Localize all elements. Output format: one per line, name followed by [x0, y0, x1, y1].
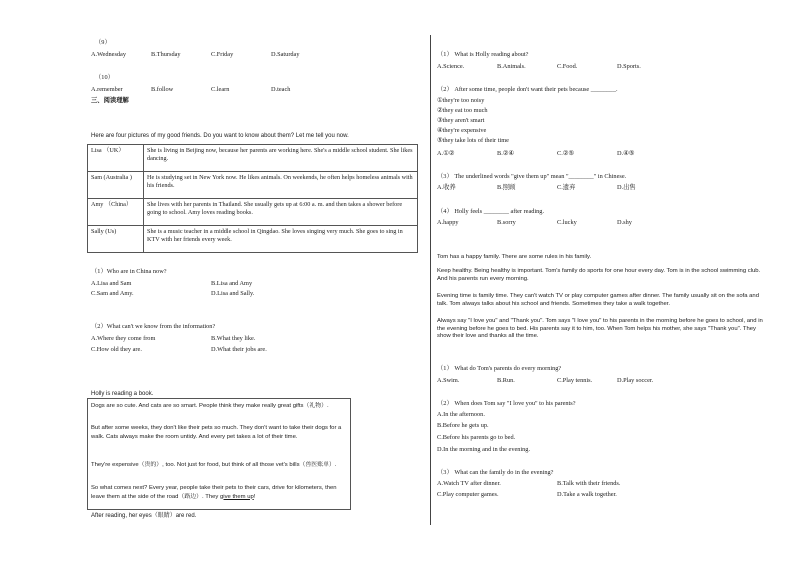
tom-paragraph: Tom has a happy family. There are some rules in his family. — [437, 254, 592, 260]
h4-option-b[interactable]: B.sorry — [497, 219, 516, 226]
passage-text: So what comes next? Every year, people take their pets to their cars, drive for kilometers, then leave them at the side of the road（路边）. They — [91, 485, 337, 500]
passage-paragraph — [91, 484, 347, 501]
h2-option-a[interactable]: A.①② — [437, 150, 455, 157]
passage-text: ! — [253, 493, 256, 500]
friend-name: Sam (Australia ) — [88, 172, 144, 199]
r1-option-b[interactable]: B.Lisa and Amy — [211, 280, 253, 287]
t1-option-b[interactable]: B.Run. — [497, 377, 515, 384]
h1-option-a[interactable]: A.Science. — [437, 63, 465, 70]
r2-option-b[interactable]: B.What they like. — [211, 335, 256, 342]
t1-option-c[interactable]: C.Play tennis. — [557, 377, 593, 384]
holly-intro: Holly is reading a book. — [91, 391, 154, 397]
h2-choice-2: ②they eat too much — [437, 107, 488, 114]
passage-paragraph: They're expensive（贵的）, too. Not just for food, but think of all those vet's bills（兽医账单）. — [91, 462, 337, 468]
friend-description: She lives with her parents in Thailand. She usually gets up at 6:00 a. m. and then takes a shower before going to school. Amy loves reading books. — [144, 199, 418, 226]
r2-option-a[interactable]: A.Where they come from — [91, 335, 156, 342]
friend-description: She is a music teacher in a middle school in Qingdao. She loves singing very much. She goes to sing in KTV with her friends every week. — [144, 226, 418, 253]
tom-paragraph: Evening time is family time. They can't watch TV or play computer games after dinner. The family usually sit on the sofa and talk. Tom always talks about his school and friends. Sometimes they take a walk together. — [437, 293, 759, 307]
friend-name: Sally (Us) — [88, 226, 144, 253]
q10-option-d[interactable]: D.teach — [271, 86, 291, 93]
passage-paragraph: But after some weeks, they don't like their pets so much. They don't want to take their dogs for a walk. Cats always make the room untidy. And every pet takes a lot of their time. — [91, 425, 342, 440]
h1-question: （1） What is Holly reading about? — [437, 51, 529, 58]
h2-choice-5: ⑤they take lots of their time — [437, 137, 509, 144]
h3-question: （3） The underlined words "give them up" mean "________" in Chinese. — [437, 173, 627, 180]
t2-option-b[interactable]: B.Before he gets up. — [437, 422, 489, 429]
r2-option-c[interactable]: C.How old they are. — [91, 346, 142, 353]
q10-number: （10） — [95, 74, 114, 81]
tom-paragraph: Always say "I love you" and "Thank you". Tom says "I love you" to his parents in the morning before he goes to school, and in the evening before he goes to bed. His parents say it to him, too. When Tom helps his mother, she says "Thank you". They show their love and thanks all the time. — [437, 318, 763, 340]
q9-option-c[interactable]: C.Friday — [211, 51, 234, 58]
passage-paragraph: Dogs are so cute. And cats are so smart. People think they make really great gifts（礼物）. — [91, 403, 329, 409]
q9-option-a[interactable]: A.Wednesday — [91, 51, 126, 58]
t3-question: （3） What can the family do in the evening? — [437, 469, 554, 476]
q10-option-b[interactable]: B.follow — [151, 86, 174, 93]
friend-name: Lisa （UK） — [88, 145, 144, 172]
h4-option-a[interactable]: A.happy — [437, 219, 459, 226]
table-row — [88, 172, 418, 199]
column-divider — [430, 35, 431, 525]
t3-option-d[interactable]: D.Take a walk together. — [557, 491, 617, 498]
h2-option-c[interactable]: C.②⑤ — [557, 150, 575, 157]
q10-option-c[interactable]: C.learn — [211, 86, 230, 93]
r2-question: （2）What can't we know from the information? — [91, 323, 216, 330]
h3-option-a[interactable]: A.收养 — [437, 184, 456, 191]
r1-option-c[interactable]: C.Sam and Amy. — [91, 290, 134, 297]
t1-question: （1） What do Tom's parents do every morning? — [437, 365, 562, 372]
friends-intro: Here are four pictures of my good friends. Do you want to know about them? Let me tell you now. — [91, 133, 349, 139]
t1-option-a[interactable]: A.Swim. — [437, 377, 460, 384]
section-heading: 三、阅读理解 — [91, 97, 129, 104]
h1-option-b[interactable]: B.Animals. — [497, 63, 526, 70]
t2-option-c[interactable]: C.Before his parents go to bed. — [437, 434, 516, 441]
t3-option-b[interactable]: B.Talk with their friends. — [557, 480, 621, 487]
h2-choice-3: ③they aren't smart — [437, 117, 485, 124]
r1-question: （1）Who are in China now? — [91, 268, 167, 275]
h2-question: （2） After some time, people don't want their pets because ________. — [437, 86, 618, 93]
friend-name: Amy （China） — [88, 199, 144, 226]
r2-option-d[interactable]: D.What their jobs are. — [211, 346, 267, 353]
t3-option-a[interactable]: A.Watch TV after dinner. — [437, 480, 501, 487]
table-row — [88, 199, 418, 226]
friends-table — [87, 144, 418, 253]
r1-option-d[interactable]: D.Lisa and Sally. — [211, 290, 255, 297]
q10-option-a[interactable]: A.remember — [91, 86, 123, 93]
h2-option-d[interactable]: D.④⑤ — [617, 150, 635, 157]
underlined-phrase: give them up — [220, 493, 254, 500]
h1-option-d[interactable]: D.Sports. — [617, 63, 641, 70]
t2-option-d[interactable]: D.In the morning and in the evening. — [437, 446, 531, 453]
h3-option-d[interactable]: D.出售 — [617, 184, 636, 191]
table-row — [88, 226, 418, 253]
r1-option-a[interactable]: A.Lisa and Sam — [91, 280, 132, 287]
h4-question: （4） Holly feels ________ after reading. — [437, 208, 545, 215]
friend-description: She is living in Beijing now, because her parents are working here. She's a middle school student. She likes dancing. — [144, 145, 418, 172]
h1-option-c[interactable]: C.Food. — [557, 63, 578, 70]
q9-number: （9） — [95, 39, 111, 46]
after-reading: After reading, her eyes（眼睛）are red. — [91, 513, 197, 519]
h3-option-b[interactable]: B.照顾 — [497, 184, 516, 191]
h4-option-d[interactable]: D.shy — [617, 219, 632, 226]
h4-option-c[interactable]: C.lucky — [557, 219, 577, 226]
q9-option-d[interactable]: D.Saturday — [271, 51, 300, 58]
t1-option-d[interactable]: D.Play soccer. — [617, 377, 654, 384]
h2-choice-4: ④they're expensive — [437, 127, 487, 134]
h2-option-b[interactable]: B.②④ — [497, 150, 515, 157]
table-row — [88, 145, 418, 172]
holly-passage-box — [87, 398, 351, 510]
tom-paragraph: Keep healthy. Being healthy is important. Tom's family do sports for one hour every day. Tom is in the school swimming club. And his parents run every morning. — [437, 268, 761, 282]
t2-option-a[interactable]: A.In the afternoon. — [437, 411, 485, 418]
h2-choice-1: ①they're too noisy — [437, 97, 485, 104]
t3-option-c[interactable]: C.Play computer games. — [437, 491, 499, 498]
t2-question: （2） When does Tom say "I love you" to his parents? — [437, 400, 576, 407]
q9-option-b[interactable]: B.Thursday — [151, 51, 181, 58]
h3-option-c[interactable]: C.遗弃 — [557, 184, 576, 191]
friend-description: He is studying set in New York now. He likes animals. On weekends, he often helps homeless animals with his friends. — [144, 172, 418, 199]
